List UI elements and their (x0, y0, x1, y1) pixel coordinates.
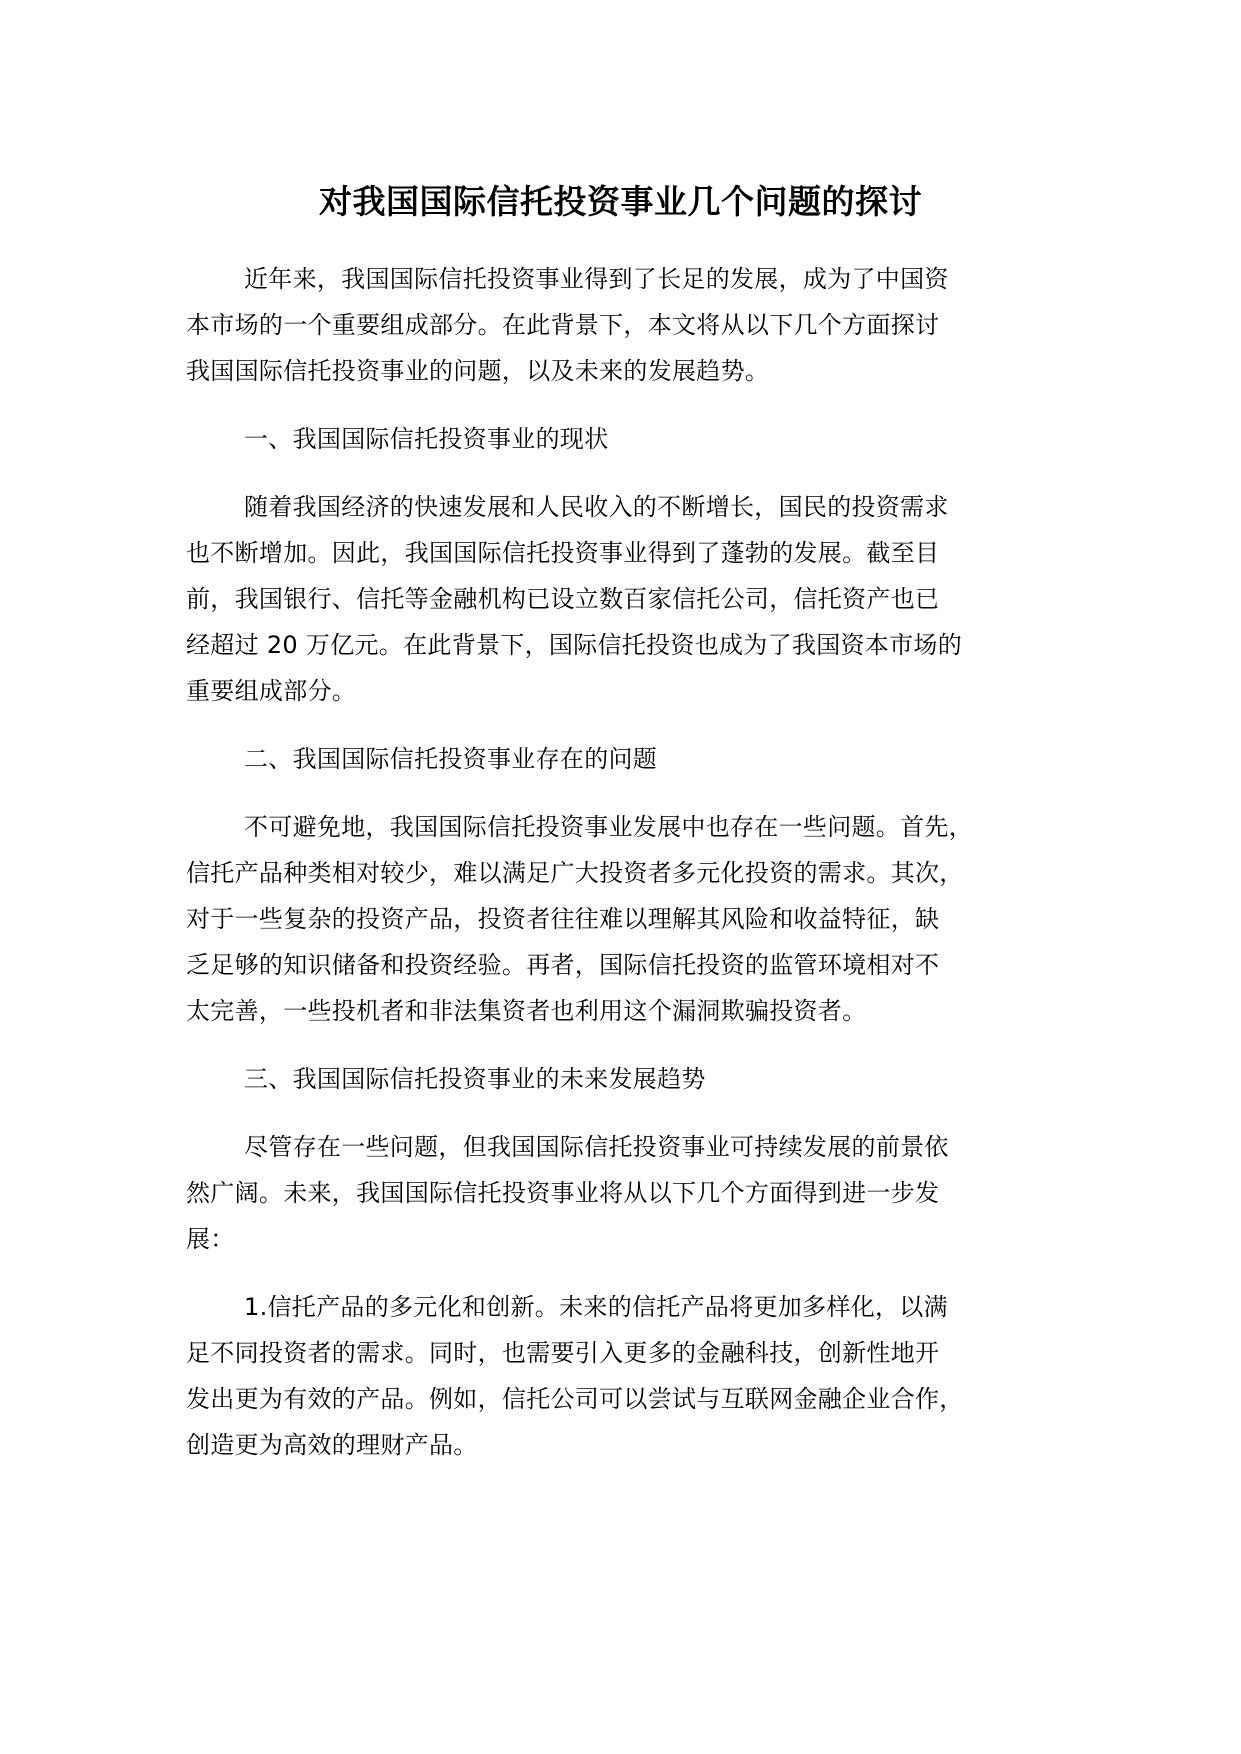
paragraph-line: 信托产品种类相对较少，难以满足广大投资者多元化投资的需求。其次， (186, 859, 964, 887)
paragraph-line: 我国国际信托投资事业的问题，以及未来的发展趋势。 (186, 357, 770, 385)
paragraph-line: 重要组成部分。 (186, 677, 357, 705)
paragraph-line: 足不同投资者的需求。同时，也需要引入更多的金融科技，创新性地开 (186, 1339, 940, 1367)
paragraph-line: 也不断增加。因此，我国国际信托投资事业得到了蓬勃的发展。截至目 (186, 539, 940, 567)
paragraph-line: 对于一些复杂的投资产品，投资者往往难以理解其风险和收益特征，缺 (186, 905, 940, 933)
section-heading: 二、我国国际信托投资事业存在的问题 (244, 745, 658, 773)
section-heading: 一、我国国际信托投资事业的现状 (244, 425, 609, 453)
paragraph-line: 太完善，一些投机者和非法集资者也利用这个漏洞欺骗投资者。 (186, 997, 867, 1025)
paragraph-line: 近年来，我国国际信托投资事业得到了长足的发展，成为了中国资 (244, 265, 949, 293)
paragraph-line: 不可避免地，我国国际信托投资事业发展中也存在一些问题。首先， (244, 813, 973, 841)
paragraph-line: 发出更为有效的产品。例如，信托公司可以尝试与互联网金融企业合作， (186, 1385, 964, 1413)
paragraph-line: 然广阔。未来，我国国际信托投资事业将从以下几个方面得到进一步发 (186, 1179, 940, 1207)
section-heading: 三、我国国际信托投资事业的未来发展趋势 (244, 1065, 706, 1093)
paragraph-line: 1.信托产品的多元化和创新。未来的信托产品将更加多样化，以满 (244, 1293, 948, 1321)
paragraph-line: 随着我国经济的快速发展和人民收入的不断增长，国民的投资需求 (244, 493, 949, 521)
paragraph-line: 本市场的一个重要组成部分。在此背景下，本文将从以下几个方面探讨 (186, 311, 940, 339)
paragraph-line: 展： (186, 1225, 235, 1253)
document-title: 对我国国际信托投资事业几个问题的探讨 (319, 182, 922, 221)
paragraph-line: 前，我国银行、信托等金融机构已设立数百家信托公司，信托资产也已 (186, 585, 940, 613)
paragraph-line: 创造更为高效的理财产品。 (186, 1431, 478, 1459)
paragraph-line: 经超过 20 万亿元。在此背景下，国际信托投资也成为了我国资本市场的 (186, 631, 962, 659)
paragraph-line: 乏足够的知识储备和投资经验。再者，国际信托投资的监管环境相对不 (186, 951, 940, 979)
paragraph-line: 尽管存在一些问题，但我国国际信托投资事业可持续发展的前景依 (244, 1133, 949, 1161)
